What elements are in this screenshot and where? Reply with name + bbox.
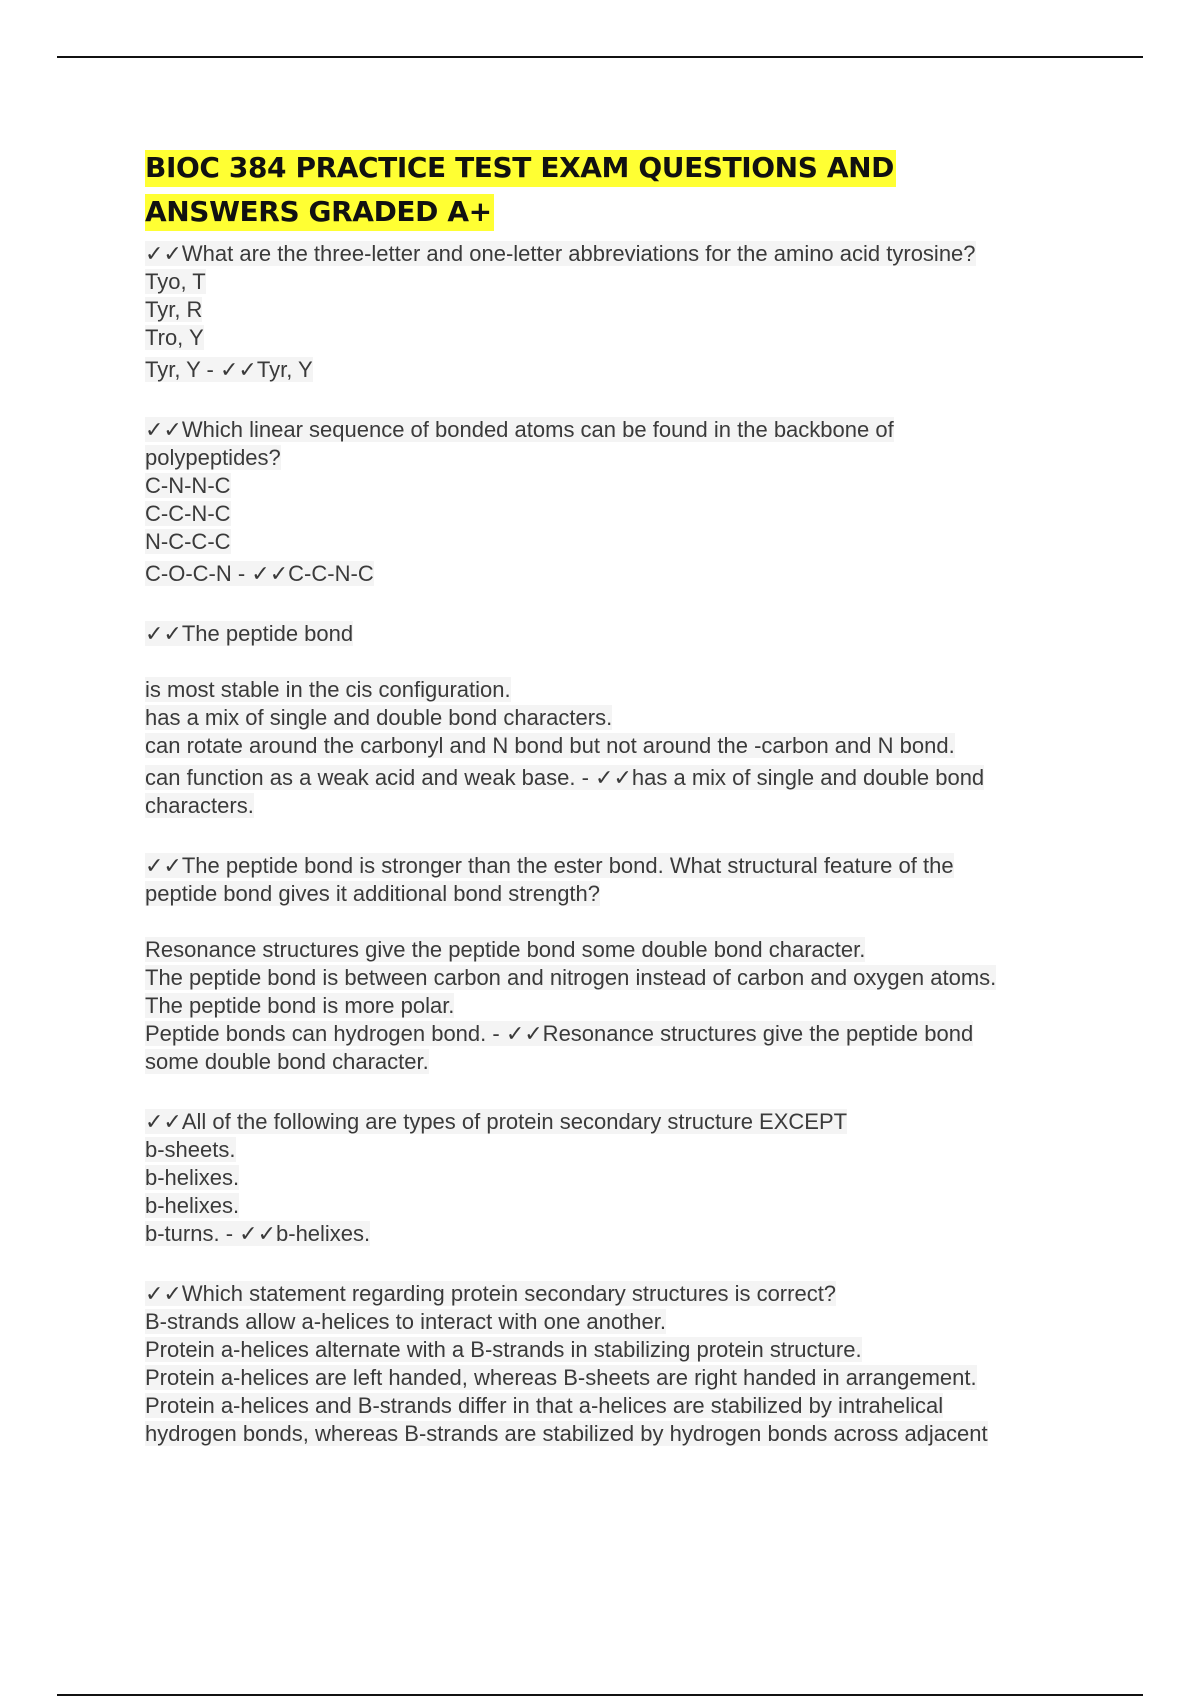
title-line-2: ANSWERS GRADED A+ <box>145 194 494 231</box>
option: b-sheets. <box>145 1137 236 1162</box>
option: Protein a-helices are left handed, whereas B-sheets are right handed in arrangement. <box>145 1365 977 1390</box>
option-with-answer-cont: characters. <box>145 793 254 818</box>
option: N-C-C-C <box>145 529 231 554</box>
option-with-answer-cont: some double bond character. <box>145 1049 429 1074</box>
question-text-cont: polypeptides? <box>145 445 281 470</box>
question-text: ✓✓Which statement regarding protein secondary structures is correct? <box>145 1281 837 1306</box>
option: The peptide bond is more polar. <box>145 993 455 1018</box>
option-with-answer: C-O-C-N - ✓✓C-C-N-C <box>145 561 374 586</box>
option: Resonance structures give the peptide bond some double bond character. <box>145 937 866 962</box>
question-text-cont: peptide bond gives it additional bond strength? <box>145 881 601 906</box>
option: The peptide bond is between carbon and nitrogen instead of carbon and oxygen atoms. <box>145 965 997 990</box>
question-text: ✓✓The peptide bond is stronger than the ester bond. What structural feature of the <box>145 853 954 878</box>
question-text: ✓✓The peptide bond <box>145 621 354 646</box>
option: is most stable in the cis configuration. <box>145 677 511 702</box>
option: b-helixes. <box>145 1165 240 1190</box>
option: C-C-N-C <box>145 501 231 526</box>
option-with-answer: Peptide bonds can hydrogen bond. - ✓✓Resonance structures give the peptide bond <box>145 1021 974 1046</box>
option-with-answer: can function as a weak acid and weak base. - ✓✓has a mix of single and double bond <box>145 765 985 790</box>
question-block-2 <box>145 416 1105 588</box>
option: Tyr, R <box>145 297 203 322</box>
option: can rotate around the carbonyl and N bond but not around the -carbon and N bond. <box>145 733 955 758</box>
question-block-6 <box>145 1280 1105 1448</box>
title-line-1: BIOC 384 PRACTICE TEST EXAM QUESTIONS AND <box>145 150 896 187</box>
question-block-1 <box>145 240 1105 384</box>
option: b-helixes. <box>145 1193 240 1218</box>
option-cont: hydrogen bonds, whereas B-strands are stabilized by hydrogen bonds across adjacent <box>145 1421 988 1446</box>
option-with-answer: Tyr, Y - ✓✓Tyr, Y <box>145 357 313 382</box>
question-text: ✓✓Which linear sequence of bonded atoms can be found in the backbone of <box>145 417 894 442</box>
document-body <box>145 146 1105 1448</box>
option: C-N-N-C <box>145 473 231 498</box>
option: Protein a-helices alternate with a B-strands in stabilizing protein structure. <box>145 1337 862 1362</box>
top-rule <box>57 56 1143 58</box>
question-block-3 <box>145 620 1105 820</box>
question-block-5 <box>145 1108 1105 1248</box>
option: Tyo, T <box>145 269 206 294</box>
question-block-4 <box>145 852 1105 1076</box>
question-text: ✓✓What are the three-letter and one-letter abbreviations for the amino acid tyrosine? <box>145 241 976 266</box>
question-text: ✓✓All of the following are types of protein secondary structure EXCEPT <box>145 1109 848 1134</box>
document-title <box>145 146 1105 234</box>
option: B-strands allow a-helices to interact with one another. <box>145 1309 666 1334</box>
option: Protein a-helices and B-strands differ in that a-helices are stabilized by intrahelical <box>145 1393 944 1418</box>
bottom-rule <box>57 1694 1143 1696</box>
option: has a mix of single and double bond characters. <box>145 705 613 730</box>
option: Tro, Y <box>145 325 204 350</box>
option-with-answer: b-turns. - ✓✓b-helixes. <box>145 1221 371 1246</box>
